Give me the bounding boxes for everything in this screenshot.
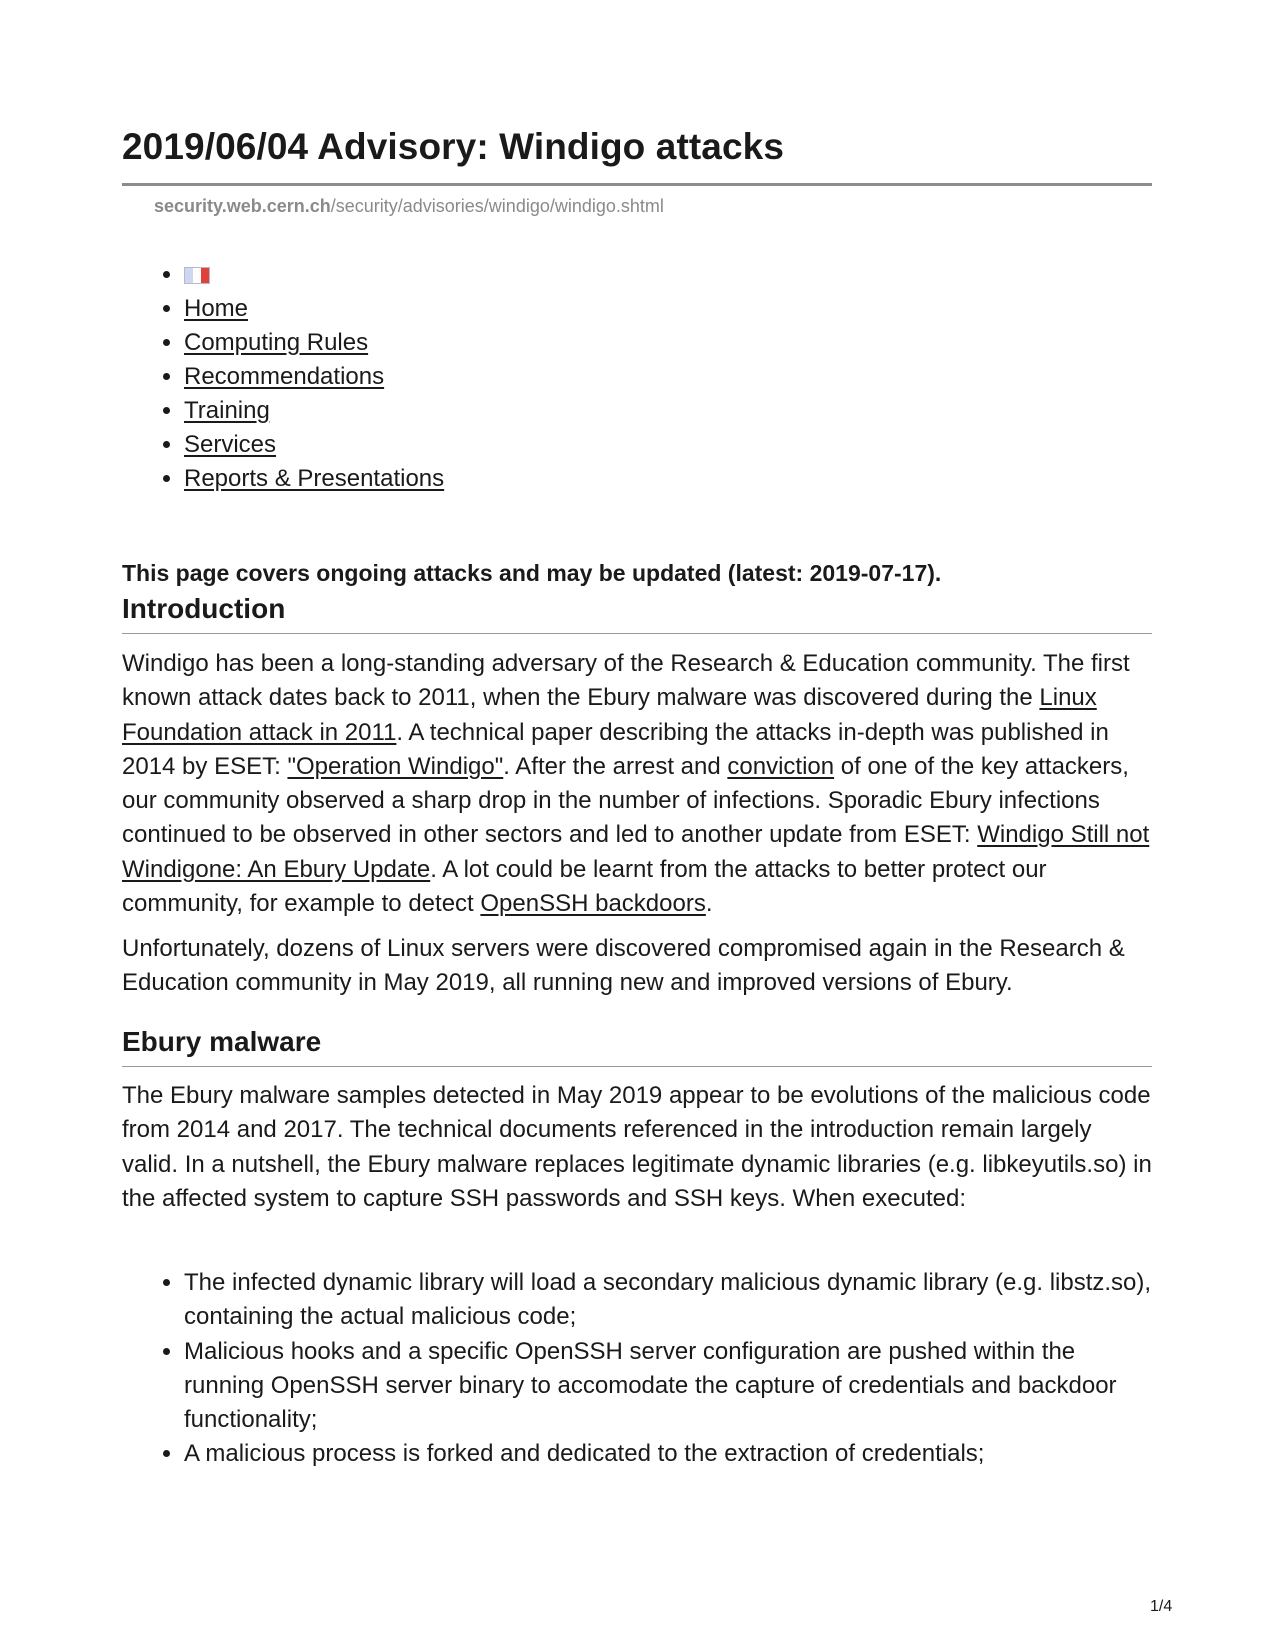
link-windigo-ebury-update[interactable]: Windigo Still not Windigone: An Ebury Update [122,821,1150,883]
title-divider [122,183,1152,186]
intro-text-6: . [705,890,713,918]
introduction-paragraph-2: Unfortunately, dozens of Linux servers were discovered compromised again in the Research & Education community in May 2019, all running new and improved versions of Ebury. [122,935,1125,997]
nav-link-recommendations[interactable]: Recommendations [184,363,385,390]
list-item: • Malicious hooks and a specific OpenSSH server configuration are pushed within the running OpenSSH server binary to accomodate the capture of credentials and backdoor functionality; [184,1335,1152,1438]
nav-link-reports-presentations[interactable]: Reports & Presentations [184,465,445,492]
nav-item-computing-rules [184,326,444,360]
source-domain: security.web.cern.ch [154,196,331,216]
link-openssh-backdoors[interactable]: OpenSSH backdoors [480,890,706,918]
nav-link-services[interactable]: Services [184,431,277,458]
intro-text-2: . A technical paper describing the attacks in-depth was published in 2014 by ESET: [122,718,1109,780]
nav-item-reports [184,462,444,496]
nav-link-computing-rules[interactable]: Computing Rules [184,329,369,356]
ebury-heading: Ebury malware [122,1026,322,1057]
ebury-behaviour-list [122,1266,1152,1472]
nav-item-language [184,258,444,292]
nav-item-training [184,394,444,428]
introduction-divider [122,633,1152,634]
update-notice: This page covers ongoing attacks and may be updated (latest: 2019-07-17). [122,560,942,586]
link-conviction[interactable]: conviction [727,752,835,780]
intro-text-3: . After the arrest and [503,752,728,780]
ebury-paragraph: The Ebury malware samples detected in May 2019 appear to be evolutions of the malicious code from 2014 and 2017. The technical documents referenced in the introduction remain largely valid. In a nutshell, the Ebury malware replaces legitimate dynamic libraries (e.g. libkeyutils.so) in the affected system to capture SSH passwords and SSH keys. When executed: [122,1082,1152,1212]
navigation-list [122,258,444,496]
nav-link-training[interactable]: Training [184,397,270,424]
introduction-heading: Introduction [122,593,286,624]
page-number: 1/4 [1150,1598,1173,1615]
list-item: • The infected dynamic library will load a secondary malicious dynamic library (e.g. libstz.so), containing the actual malicious code; [184,1266,1152,1335]
page-title: 2019/06/04 Advisory: Windigo attacks [122,126,784,167]
list-item: • A malicious process is forked and dedicated to the extraction of credentials; [184,1437,1152,1471]
nav-link-home[interactable]: Home [184,295,249,322]
ebury-divider [122,1066,1152,1067]
link-operation-windigo[interactable]: "Operation Windigo" [287,752,504,780]
nav-item-home [184,292,444,326]
nav-item-recommendations [184,360,444,394]
source-url [154,196,664,217]
introduction-paragraph-1 [122,647,1152,921]
nav-item-services [184,428,444,462]
intro-text-1: Windigo has been a long-standing adversary of the Research & Education community. The first known attack dates back to 2011, when the Ebury malware was discovered during the [122,650,1130,712]
source-path: /security/advisories/windigo/windigo.shtml [330,196,664,216]
intro-text-4: of one of the key attackers, our community observed a sharp drop in the number of infections. Sporadic Ebury infections continued to be observed in other sectors and led to another update from ESET: [122,752,1129,849]
link-linux-foundation-attack[interactable]: Linux Foundation attack in 2011 [122,684,1097,746]
intro-text-5: . A lot could be learnt from the attacks to better protect our community, for example to detect [122,855,1047,918]
french-flag-icon[interactable] [184,267,210,284]
